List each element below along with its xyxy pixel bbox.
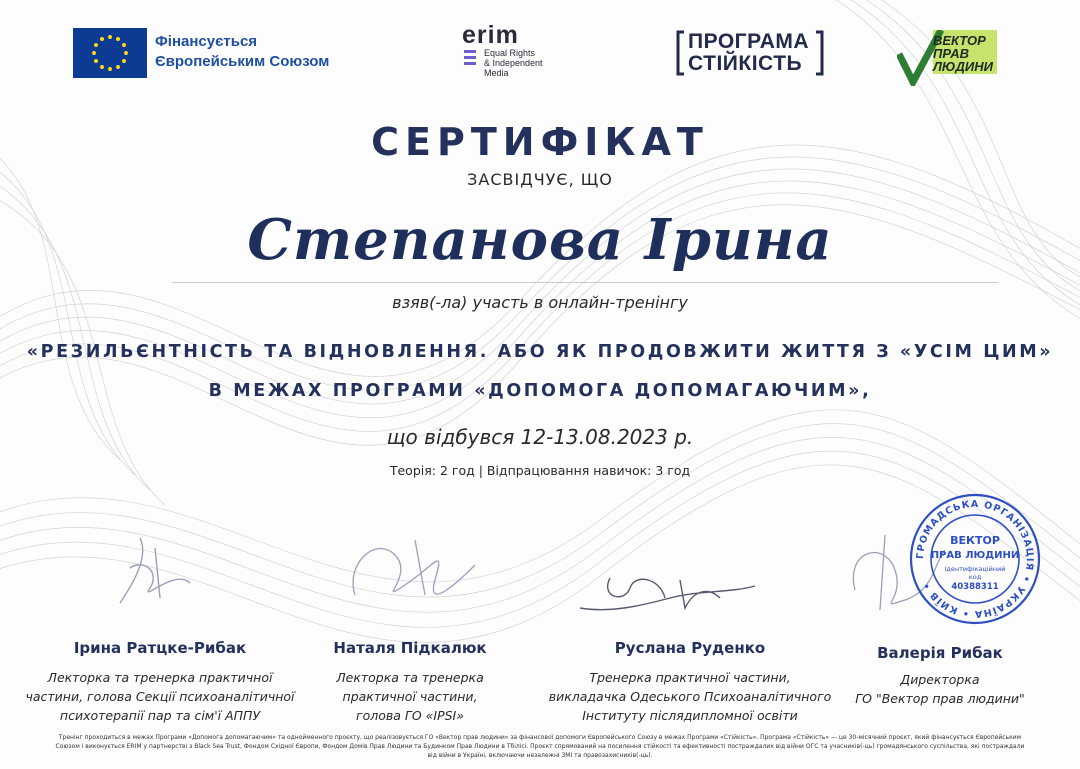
- signatory-4-name: Валерія Рибак: [877, 644, 1003, 662]
- vector-line-2: ПРАВ: [933, 46, 969, 61]
- program-line-2: СТІЙКІСТЬ: [688, 52, 803, 75]
- stamp-code-label: Ідентифікаційний: [944, 565, 1006, 573]
- signatory-3-name: Руслана Руденко: [614, 639, 766, 657]
- signatory-3-role-line-1: Тренерка практичної частини,: [589, 670, 791, 685]
- partner-logos: [0, 22, 1080, 92]
- program-name: [688, 31, 809, 75]
- vector-wordmark: [933, 34, 993, 73]
- signatory-2-role: [290, 668, 530, 725]
- signatory-2-role-line-3: голова ГО «IPSI»: [356, 708, 464, 723]
- resilience-program-logo: [676, 30, 824, 76]
- footer-line-3: від війни в Україні, включаючи незалежні ЗМІ та правозахисників(-ць).: [427, 752, 653, 759]
- erim-sub-2: & Independent: [484, 58, 543, 68]
- signatory-1-name: Ірина Ратцке-Рибак: [73, 639, 247, 657]
- eu-funding-label: [155, 32, 329, 72]
- signature-2-icon: [335, 525, 485, 620]
- footer-note: [10, 733, 1070, 760]
- training-date: що відбувся 12-13.08.2023 р.: [386, 425, 694, 449]
- stamp-code-label-2: код: [968, 573, 982, 581]
- vector-prav-logo: [897, 30, 997, 86]
- footer-line-2: Союзом і виконується ERIM у партнерстві з Black Sea Trust, Фондом Східної Європи, Фондом Домів Прав Людини та Будинком Прав Людини в Тбілісі. Проєкт спрямований на посилення стійкості та ефективності постраждалих від війни ОГС та учасників(-ць) громадянського суспільства, які постраждали: [55, 743, 1025, 750]
- signatory-1-role-line-1: Лекторка та тренерка практичної: [47, 670, 273, 685]
- erim-subtitle: [484, 48, 574, 78]
- stamp-ring-text: ГРОМАДСЬКА ОРГАНІЗАЦІЯ • УКРАЇНА • КИЇВ •: [914, 498, 1036, 620]
- eu-line-1: Фінансується: [155, 33, 258, 50]
- signatory-4-role-line-1: Директорка: [900, 672, 980, 687]
- signatory-2-role-line-2: практичної частини,: [342, 689, 478, 704]
- participation-text: взяв(-ла) участь в онлайн-тренінгу: [392, 293, 688, 312]
- stamp-line-2: ПРАВ ЛЮДИНИ: [930, 550, 1020, 561]
- program-line-1: ПРОГРАМА: [688, 30, 810, 53]
- stamp-line-1: ВЕКТОР: [950, 534, 1000, 547]
- certificate-title: СЕРТИФІКАТ: [371, 120, 709, 164]
- vector-line-3: ЛЮДИНИ: [933, 59, 993, 74]
- course-title-line-1: «РЕЗИЛЬЄНТНІСТЬ ТА ВІДНОВЛЕННЯ. АБО ЯК ПРОДОВЖИТИ ЖИТТЯ З «УСІМ ЦИМ»: [26, 342, 1054, 362]
- recipient-name: Степанова Ірина: [247, 207, 833, 273]
- erim-wordmark: erim: [462, 21, 519, 49]
- eu-flag-icon: [73, 28, 147, 78]
- course-title-line-2: В МЕЖАХ ПРОГРАМИ «ДОПОМОГА ДОПОМАГАЮЧИМ»,: [208, 381, 872, 401]
- erim-sub-1: Equal Rights: [484, 48, 536, 58]
- signatory-4-role-line-2: ГО "Вектор прав людини": [855, 691, 1025, 706]
- signatory-1-role-line-2: частини, голова Секції психоаналітичної: [25, 689, 295, 704]
- signature-1-icon: [100, 528, 210, 618]
- signatory-2-name: Наталя Підкалюк: [333, 639, 487, 657]
- certificate-subtitle: ЗАСВІДЧУЄ, ЩО: [467, 170, 613, 189]
- signatory-2-role-line-1: Лекторка та тренерка: [336, 670, 484, 685]
- name-divider: [172, 282, 998, 283]
- signatory-1-role: [0, 668, 320, 725]
- training-hours: Теорія: 2 год | Відпрацювання навичок: 3 год: [389, 463, 691, 478]
- signatory-1-role-line-3: психотерапії пар та сім'ї АППУ: [59, 708, 261, 723]
- vector-line-1: ВЕКТОР: [933, 33, 986, 48]
- signatory-3-role: [530, 668, 850, 725]
- stamp-code: 40388311: [951, 582, 999, 592]
- signature-3-icon: [570, 568, 760, 623]
- erim-bars-icon: [464, 50, 478, 70]
- signatory-3-role-line-3: Інституту післядипломної освіти: [582, 708, 798, 723]
- erim-logo: [462, 21, 543, 78]
- footer-line-1: Тренінг проходиться в межах Програми «Допомога допомагаючим» та однойменного проєкту, що реалізовується ГО «Вектор прав людини» за фінансової допомоги Європейського Союзу в межах Програми «Стійкість». Програма «Стійкість» — це 30-місячний проєкт, який фінансується Європейським: [58, 734, 1022, 741]
- signatory-3-role-line-2: викладачка Одеського Психоаналітичного: [548, 689, 832, 704]
- organization-stamp: [908, 492, 1042, 626]
- eu-line-2: Європейським Союзом: [155, 53, 330, 70]
- signatory-4-role: [830, 670, 1050, 708]
- erim-sub-3: Media: [484, 68, 509, 78]
